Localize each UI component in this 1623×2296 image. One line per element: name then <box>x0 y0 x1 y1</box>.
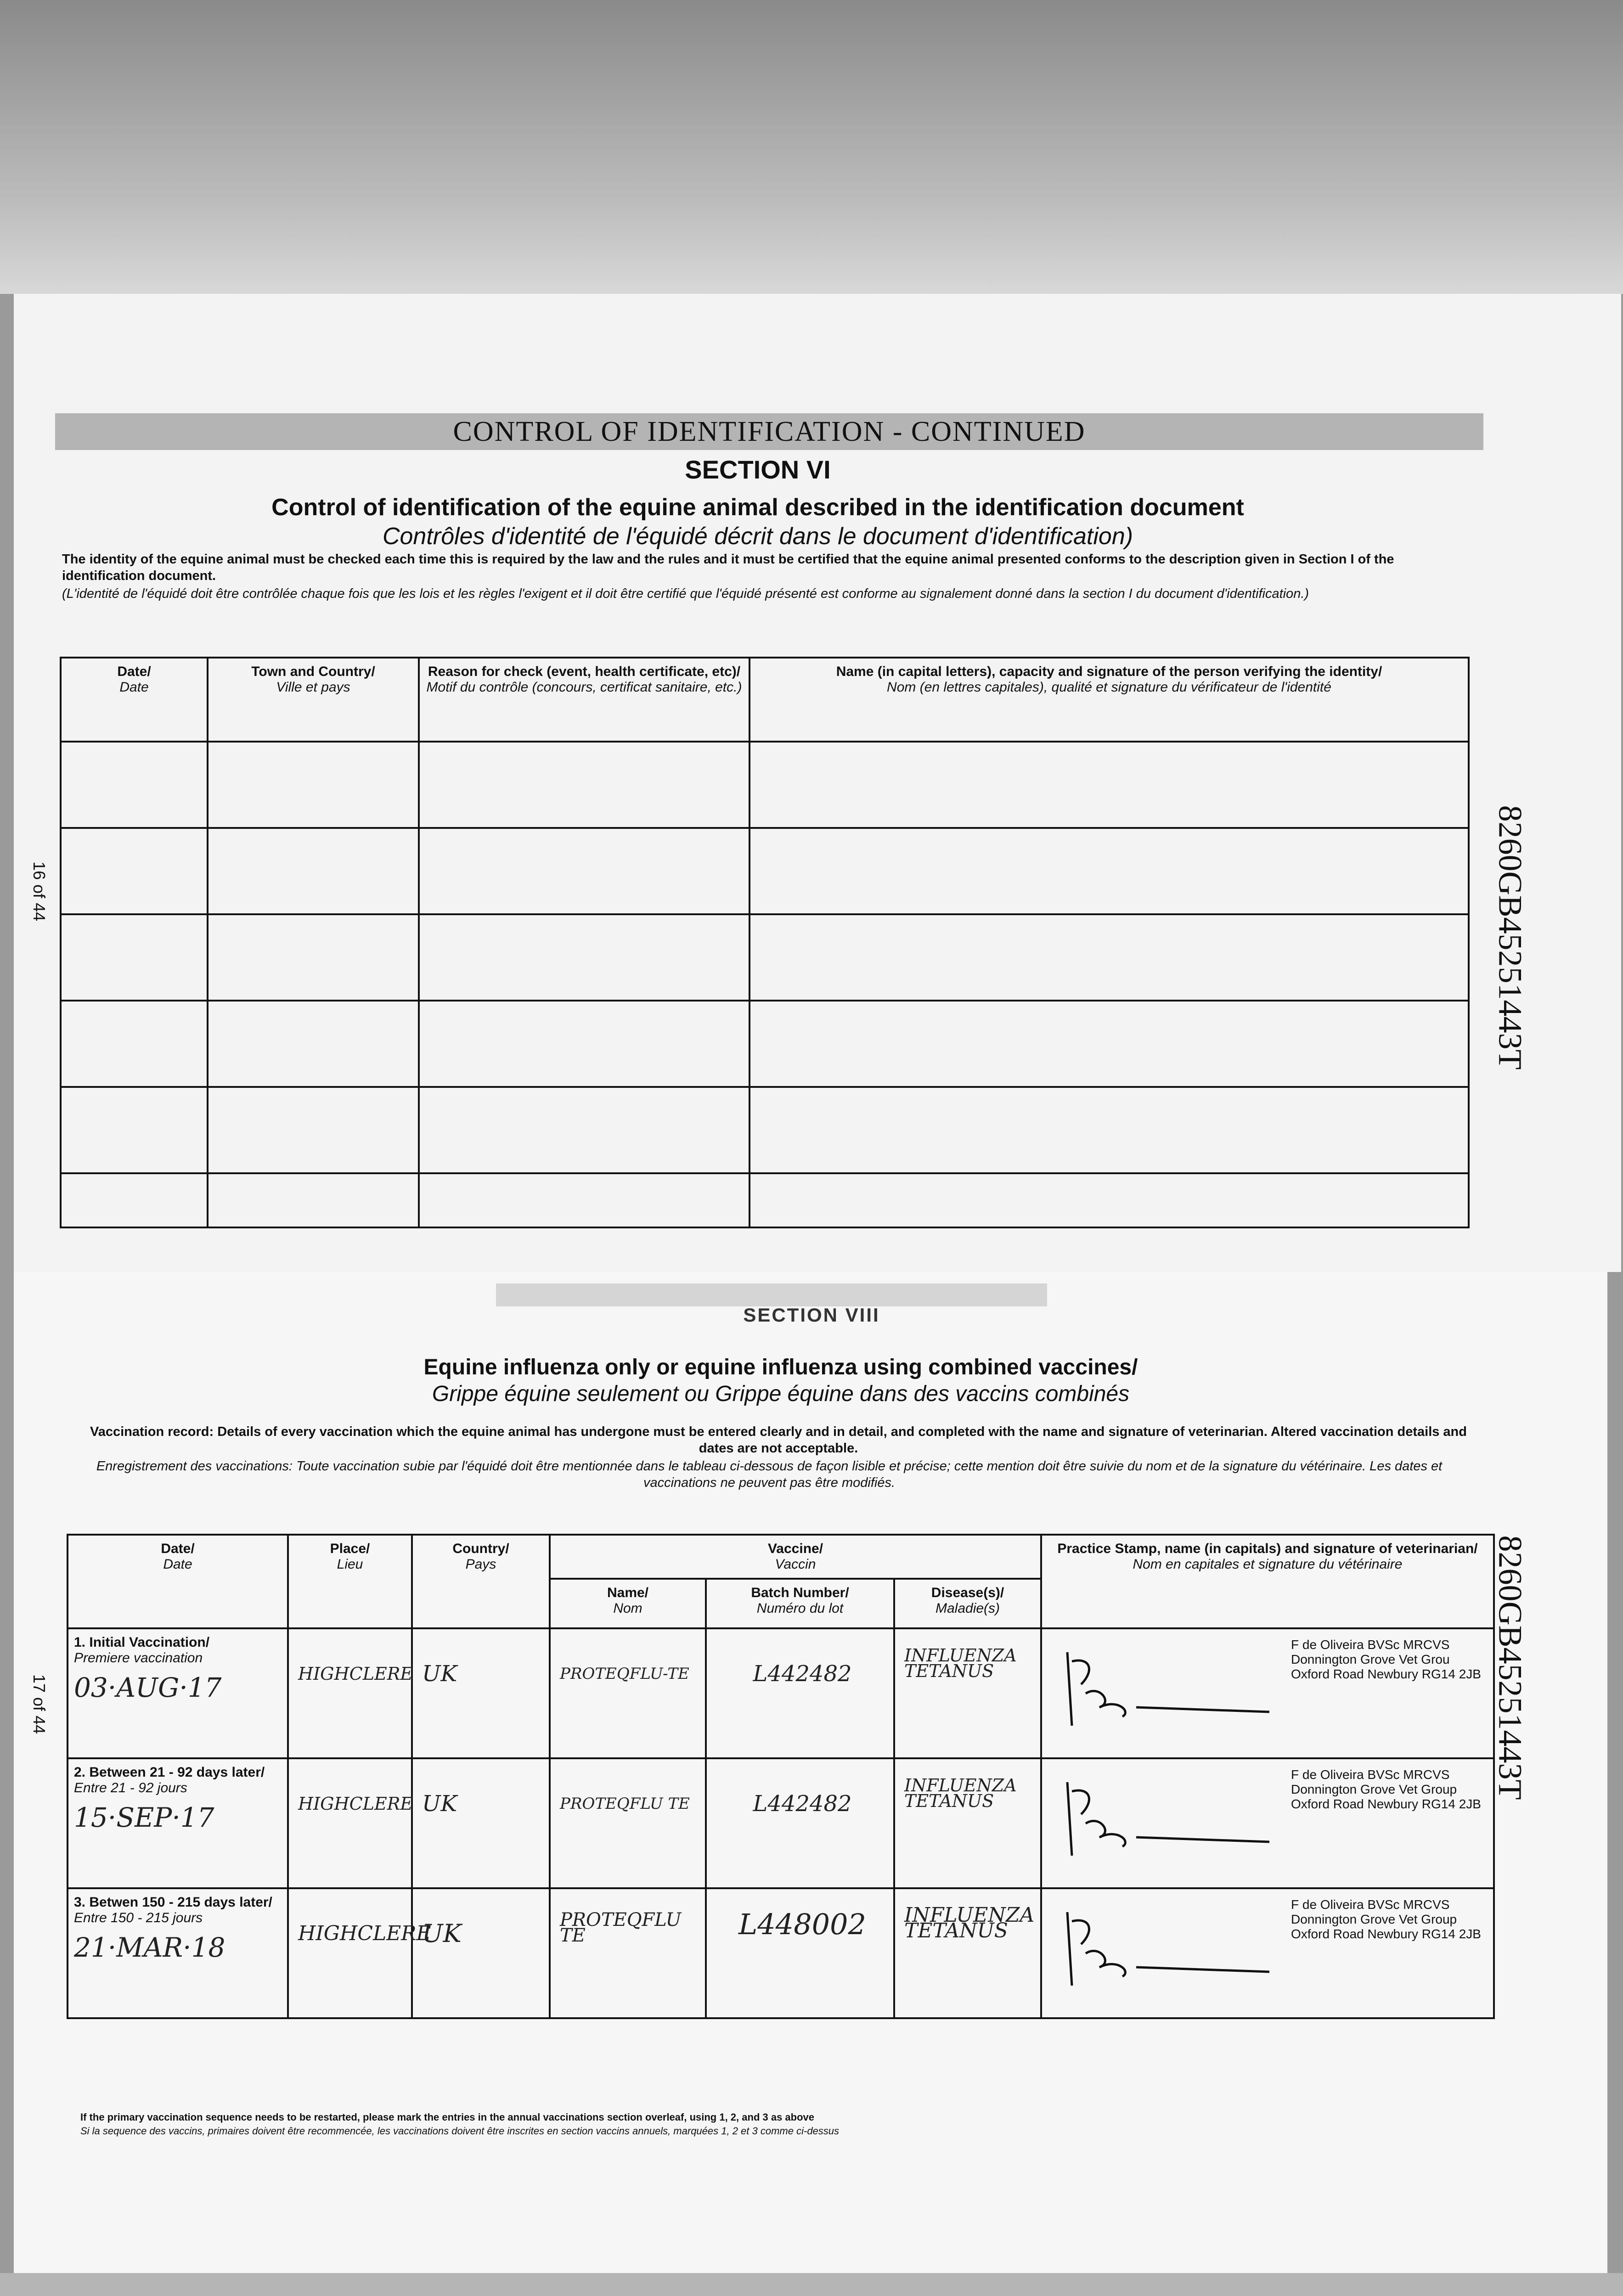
table-row <box>61 914 1469 1001</box>
section-vi-title: SECTION VI <box>685 455 831 484</box>
cell-reason[interactable] <box>419 828 750 914</box>
cell-name[interactable] <box>750 742 1469 828</box>
cell-date[interactable]: 1. Initial Vaccination/ Premiere vaccination 03·AUG·17 <box>68 1628 288 1758</box>
scanner-edge <box>0 2273 1623 2296</box>
table-header-row <box>68 1535 1494 1579</box>
table-row <box>68 1628 1494 1758</box>
cell-date[interactable] <box>61 828 208 914</box>
cell-town[interactable] <box>208 1087 419 1173</box>
header-vaccine: Vaccine/ Vaccin <box>550 1535 1041 1579</box>
cell-name[interactable] <box>750 828 1469 914</box>
cell-vaccine[interactable]: PROTEQFLU TE <box>550 1888 706 2018</box>
cell-place[interactable]: HIGHCLERE <box>288 1888 412 2018</box>
cell-name[interactable] <box>750 1087 1469 1173</box>
table-row <box>61 742 1469 828</box>
table-header-row <box>61 658 1469 742</box>
vaccination-instructions-en: Vaccination record: Details of every vaccination which the equine animal has undergone must be entered clearly and in detail, and completed with the name and signature of veterinarian. Altered vaccination details and dates are not acceptable. <box>90 1424 1467 1456</box>
cell-stamp[interactable] <box>1041 1628 1494 1758</box>
cell-town[interactable] <box>208 1001 419 1087</box>
cell-name[interactable] <box>750 1001 1469 1087</box>
vaccination-instructions-fr: Enregistrement des vaccinations: Toute vaccination subie par l'équidé doit être mentionnée dans le tableau ci-dessous de façon lisible et précise; cette mention doit être suivie du nom et de la signature du vétérinaire. Les dates et vaccinations ne peuvent pas être modifiés. <box>96 1459 1443 1490</box>
date-handwritten: 15·SEP·17 <box>74 1802 214 1833</box>
page-number-lower: 17 of 44 <box>30 1674 49 1734</box>
cell-reason[interactable] <box>419 914 750 1001</box>
header-date: Date/ Date <box>61 658 208 742</box>
cell-date[interactable]: 3. Betwen 150 - 215 days later/ Entre 150 - 215 jours 21·MAR·18 <box>68 1888 288 2018</box>
cell-name[interactable] <box>750 1173 1469 1227</box>
table-row <box>61 828 1469 914</box>
cell-disease[interactable]: INFLUENZA TETANUS <box>894 1758 1041 1888</box>
cell-date[interactable] <box>61 1001 208 1087</box>
footnote-en: If the primary vaccination sequence needs to be restarted, please mark the entries in the annual vaccinations section overleaf, using 1, 2, and 3 as above <box>80 2111 815 2123</box>
cell-date[interactable] <box>61 1087 208 1173</box>
header-place: Place/ Lieu <box>288 1535 412 1628</box>
page-number-upper: 16 of 44 <box>30 861 49 922</box>
vet-stamp: F de Oliveira BVSc MRCVS Donnington Grove Vet Group Oxford Road Newbury RG14 2JB <box>1291 1897 1481 1941</box>
date-handwritten: 03·AUG·17 <box>74 1672 222 1703</box>
cell-town[interactable] <box>208 828 419 914</box>
cell-reason[interactable] <box>419 1001 750 1087</box>
cell-disease[interactable]: INFLUENZA TETANUS <box>894 1628 1041 1758</box>
section-viii-heading-fr: Grippe équine seulement ou Grippe équine dans des vaccins combinés <box>432 1382 1130 1406</box>
identity-check-table <box>60 657 1470 1228</box>
cell-reason[interactable] <box>419 742 750 828</box>
section-viii-title: SECTION VIII <box>743 1304 880 1326</box>
cell-batch[interactable]: L442482 <box>706 1628 894 1758</box>
cell-reason[interactable] <box>419 1173 750 1227</box>
table-row <box>68 1758 1494 1888</box>
cell-town[interactable] <box>208 742 419 828</box>
document-id-lower: 8260GB45251443T <box>1492 1535 1529 1800</box>
footnote-fr: Si la sequence des vaccins, primaires doivent être recommencée, les vaccinations doivent être inscrites en section vaccins annuels, marquées 1, 2 et 3 comme ci-dessus <box>80 2125 840 2137</box>
cell-stamp[interactable] <box>1041 1758 1494 1888</box>
cell-town[interactable] <box>208 914 419 1001</box>
signature <box>1054 1643 1283 1735</box>
cell-country[interactable]: UK <box>412 1758 550 1888</box>
cell-place[interactable]: HIGHCLERE <box>288 1758 412 1888</box>
header-country: Country/ Pays <box>412 1535 550 1628</box>
cell-place[interactable]: HIGHCLERE <box>288 1628 412 1758</box>
header-name: Name (in capital letters), capacity and signature of the person verifying the identity/ Nom (en lettres capitales), qualité et signature du vérificateur de l'identité <box>750 658 1469 742</box>
instructions-fr: (L'identité de l'équidé doit être contrôlée chaque fois que les lois et les règles l'exigent et il doit être certifié que l'équidé présenté est conforme au signalement donné dans la section I du document d'identification.) <box>62 586 1309 601</box>
table-row <box>68 1888 1494 2018</box>
header-reason: Reason for check (event, health certificate, etc)/ Motif du contrôle (concours, certificat sanitaire, etc.) <box>419 658 750 742</box>
section-vi-heading-en: Control of identification of the equine animal described in the identification document <box>271 494 1244 521</box>
table-row <box>61 1173 1469 1227</box>
section-viii-heading-en: Equine influenza only or equine influenza using combined vaccines/ <box>423 1355 1138 1379</box>
cell-date[interactable] <box>61 914 208 1001</box>
signature <box>1054 1903 1283 1995</box>
cell-batch[interactable]: L448002 <box>706 1888 894 2018</box>
cell-name[interactable] <box>750 914 1469 1001</box>
document-id-upper: 8260GB45251443T <box>1492 805 1529 1070</box>
header-stamp: Practice Stamp, name (in capitals) and signature of veterinarian/ Nom en capitales et signature du vétérinaire <box>1041 1535 1494 1628</box>
cell-date[interactable] <box>61 1173 208 1227</box>
cell-date[interactable]: 2. Between 21 - 92 days later/ Entre 21 - 92 jours 15·SEP·17 <box>68 1758 288 1888</box>
cell-date[interactable] <box>61 742 208 828</box>
faded-banner <box>496 1283 1047 1306</box>
header-date: Date/ Date <box>68 1535 288 1628</box>
table-row <box>61 1087 1469 1173</box>
header-disease: Disease(s)/ Maladie(s) <box>894 1579 1041 1628</box>
cell-country[interactable]: UK <box>412 1888 550 2018</box>
cell-vaccine[interactable]: PROTEQFLU-TE <box>550 1628 706 1758</box>
cell-reason[interactable] <box>419 1087 750 1173</box>
table-row <box>61 1001 1469 1087</box>
section-banner: CONTROL OF IDENTIFICATION - CONTINUED <box>55 413 1483 450</box>
cell-town[interactable] <box>208 1173 419 1227</box>
vaccination-table <box>67 1534 1495 2019</box>
cell-disease[interactable]: INFLUENZA TETANUS <box>894 1888 1041 2018</box>
instructions-en: The identity of the equine animal must be checked each time this is required by the law and the rules and it must be certified that the equine animal presented conforms to the description given in Section I of the identification document. <box>62 552 1394 583</box>
vet-stamp: F de Oliveira BVSc MRCVS Donnington Grove Vet Grou Oxford Road Newbury RG14 2JB <box>1291 1638 1481 1681</box>
cell-batch[interactable]: L442482 <box>706 1758 894 1888</box>
vet-stamp: F de Oliveira BVSc MRCVS Donnington Grove Vet Group Oxford Road Newbury RG14 2JB <box>1291 1767 1481 1811</box>
cell-stamp[interactable] <box>1041 1888 1494 2018</box>
section-vi-heading-fr: Contrôles d'identité de l'équidé décrit dans le document d'identification) <box>382 523 1133 550</box>
header-batch: Batch Number/ Numéro du lot <box>706 1579 894 1628</box>
header-vaccine-name: Name/ Nom <box>550 1579 706 1628</box>
date-handwritten: 21·MAR·18 <box>74 1932 225 1963</box>
scanner-shadow <box>0 0 1623 294</box>
signature <box>1054 1773 1283 1865</box>
cell-country[interactable]: UK <box>412 1628 550 1758</box>
header-town: Town and Country/ Ville et pays <box>208 658 419 742</box>
cell-vaccine[interactable]: PROTEQFLU TE <box>550 1758 706 1888</box>
